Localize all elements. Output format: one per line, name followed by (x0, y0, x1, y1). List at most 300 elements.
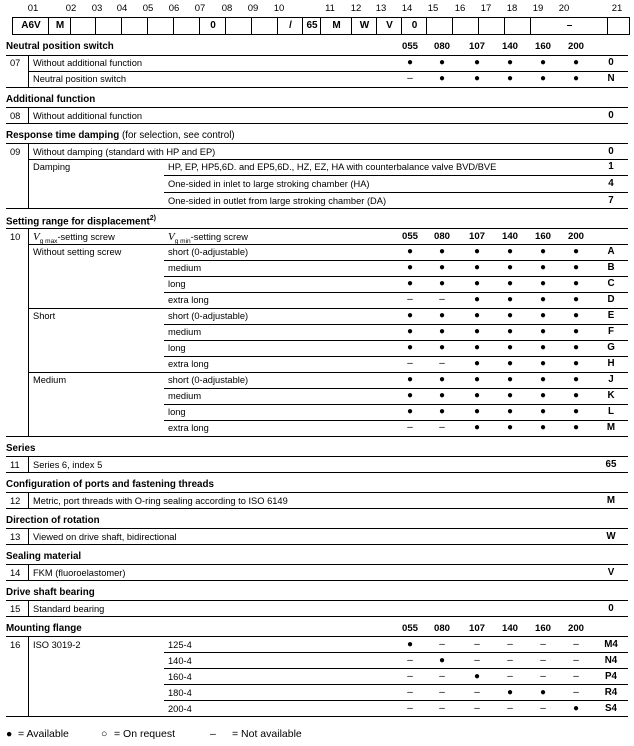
position-label: 10 (10, 232, 21, 242)
column-divider (28, 636, 29, 716)
position-label: 12 (10, 496, 21, 506)
available-mark: ● (438, 310, 446, 321)
option-label: short (0-adjustable) (168, 247, 249, 257)
code-cell: M (48, 17, 71, 35)
code-cell (251, 17, 278, 35)
available-mark: ● (506, 326, 514, 337)
available-mark: ● (473, 406, 481, 417)
not-available-mark: – (474, 639, 480, 650)
available-mark: ● (473, 57, 481, 68)
position-number: 16 (454, 3, 466, 14)
option-code: 7 (608, 195, 614, 206)
option-label: long (168, 279, 186, 289)
row-divider (6, 55, 628, 56)
option-label: Standard bearing (33, 604, 105, 614)
size-header-055: 055 (401, 231, 418, 242)
available-mark: ● (406, 262, 414, 273)
row-divider (6, 456, 628, 457)
row-divider (164, 292, 628, 293)
option-code: W (606, 531, 616, 542)
row-divider (6, 564, 628, 565)
option-label: medium (168, 391, 202, 401)
available-mark: ● (473, 294, 481, 305)
available-mark: ● (572, 57, 580, 68)
option-code: F (608, 326, 614, 337)
size-header-080: 080 (433, 41, 450, 52)
position-label: 13 (10, 532, 21, 542)
code-cell: 65 (302, 17, 321, 35)
option-code: M (606, 422, 616, 433)
code-cell (478, 17, 505, 35)
group-label: Short (33, 311, 56, 321)
size-header-080: 080 (433, 231, 450, 242)
group-label: Medium (33, 375, 67, 385)
option-label: Neutral position switch (33, 74, 127, 84)
not-available-mark: – (407, 703, 413, 714)
not-available-mark: – (439, 422, 445, 433)
code-cell (504, 17, 531, 35)
not-available-mark: – (573, 671, 579, 682)
flange-size-label: 160-4 (168, 672, 192, 682)
row-divider (164, 324, 628, 325)
row-divider (164, 684, 628, 685)
column-header-col2 (168, 231, 248, 245)
available-mark: ● (506, 310, 514, 321)
group-label: Without setting screw (33, 247, 122, 257)
option-code: J (608, 374, 614, 385)
available-mark: ● (506, 342, 514, 353)
row-divider (6, 716, 628, 717)
available-mark: ● (572, 246, 580, 257)
row-divider (164, 388, 628, 389)
available-mark: ● (506, 278, 514, 289)
available-mark: ● (406, 310, 414, 321)
available-mark: ● (438, 390, 446, 401)
available-mark: ● (406, 406, 414, 417)
legend-request-symbol: ○ (101, 728, 108, 740)
section-title-flange: Mounting flange (6, 623, 82, 634)
damping-option-label: One-sided in outlet from large stroking chamber (DA) (168, 196, 387, 206)
code-cell: / (277, 17, 303, 35)
position-number: 20 (558, 3, 570, 14)
position-number: 06 (168, 3, 180, 14)
not-available-mark: – (540, 655, 546, 666)
not-available-mark: – (439, 703, 445, 714)
available-mark: ● (572, 326, 580, 337)
available-mark: ● (539, 262, 547, 273)
position-number: 13 (375, 3, 387, 14)
available-mark: ● (572, 358, 580, 369)
option-code: K (607, 390, 615, 401)
available-mark: ● (539, 358, 547, 369)
size-header-055: 055 (401, 623, 418, 634)
size-header-140: 140 (501, 231, 518, 242)
available-mark: ● (506, 687, 514, 698)
available-mark: ● (506, 57, 514, 68)
available-mark: ● (506, 406, 514, 417)
row-divider (6, 143, 628, 144)
row-divider (6, 616, 628, 617)
position-number: 15 (427, 3, 439, 14)
not-available-mark: – (407, 671, 413, 682)
available-mark: ● (539, 73, 547, 84)
available-mark: ● (506, 358, 514, 369)
code-cell (173, 17, 200, 35)
row-divider (164, 276, 628, 277)
not-available-mark: – (439, 687, 445, 698)
not-available-mark: – (540, 671, 546, 682)
v-symbol: V (33, 231, 40, 243)
available-mark: ● (438, 57, 446, 68)
not-available-mark: – (407, 687, 413, 698)
not-available-mark: – (439, 639, 445, 650)
option-label: Series 6, index 5 (33, 460, 103, 470)
available-mark: ● (438, 278, 446, 289)
row-divider (164, 652, 628, 653)
option-label: short (0-adjustable) (168, 375, 249, 385)
not-available-mark: – (507, 639, 513, 650)
section-title-series: Series (6, 443, 36, 454)
code-cell: V (376, 17, 402, 35)
available-mark: ● (572, 374, 580, 385)
available-mark: ● (539, 310, 547, 321)
row-divider (6, 636, 628, 637)
not-available-mark: – (474, 703, 480, 714)
available-mark: ● (572, 310, 580, 321)
position-label: 09 (10, 147, 21, 157)
v-subscript: g max (39, 237, 58, 245)
row-divider (28, 71, 628, 72)
legend-na-text: = Not available (232, 728, 302, 740)
row-divider (28, 159, 628, 160)
position-number: 10 (273, 3, 285, 14)
available-mark: ● (539, 342, 547, 353)
available-mark: ● (572, 278, 580, 289)
row-divider (164, 420, 628, 421)
available-mark: ● (473, 326, 481, 337)
option-code: B (607, 262, 615, 273)
v-rest: -setting screw (57, 232, 115, 242)
available-mark: ● (438, 73, 446, 84)
size-header-140: 140 (501, 623, 518, 634)
column-divider (28, 143, 29, 208)
row-divider (164, 175, 628, 176)
option-label: medium (168, 327, 202, 337)
column-divider (28, 600, 29, 616)
row-divider (6, 528, 628, 529)
legend-available-text: = Available (18, 728, 69, 740)
option-code: 0 (608, 603, 614, 614)
v-symbol: V (168, 231, 175, 243)
section-title-ports: Configuration of ports and fastening threads (6, 479, 214, 490)
available-mark: ● (572, 342, 580, 353)
column-divider (28, 564, 29, 580)
available-mark: ● (473, 310, 481, 321)
row-divider (6, 228, 628, 229)
not-available-mark: – (407, 655, 413, 666)
position-number: 21 (611, 3, 623, 14)
position-label: 14 (10, 568, 21, 578)
option-label: short (0-adjustable) (168, 311, 249, 321)
column-divider (28, 492, 29, 508)
available-mark: ● (473, 358, 481, 369)
position-number: 09 (247, 3, 259, 14)
option-code: R4 (604, 687, 618, 698)
available-mark: ● (438, 246, 446, 257)
position-label: 08 (10, 111, 21, 121)
available-mark: ● (572, 390, 580, 401)
available-mark: ● (473, 671, 481, 682)
available-mark: ● (473, 246, 481, 257)
position-number: 08 (221, 3, 233, 14)
available-mark: ● (539, 374, 547, 385)
available-mark: ● (438, 374, 446, 385)
available-mark: ● (539, 687, 547, 698)
row-divider (6, 87, 628, 88)
column-divider (28, 107, 29, 123)
available-mark: ● (539, 246, 547, 257)
available-mark: ● (539, 294, 547, 305)
code-cell: M (320, 17, 352, 35)
option-code: 0 (608, 57, 614, 68)
damping-option-label: HP, EP, HP5,6D. and EP5,6D., HZ, EZ, HA with counterbalance valve BVD/BVE (168, 162, 497, 172)
row-divider (6, 600, 628, 601)
option-code: G (607, 342, 615, 353)
code-cell (225, 17, 252, 35)
not-available-mark: – (573, 639, 579, 650)
available-mark: ● (539, 278, 547, 289)
option-label: Without additional function (33, 111, 143, 121)
row-divider (28, 372, 628, 373)
position-number: 05 (142, 3, 154, 14)
size-header-200: 200 (567, 231, 584, 242)
column-divider (28, 528, 29, 544)
flange-size-label: 180-4 (168, 688, 192, 698)
option-code: L (608, 406, 614, 417)
option-code: P4 (605, 671, 617, 682)
available-mark: ● (473, 278, 481, 289)
not-available-mark: – (439, 671, 445, 682)
flange-size-label: 200-4 (168, 704, 192, 714)
option-code: N4 (604, 655, 618, 666)
size-header-080: 080 (433, 623, 450, 634)
v-rest: -setting screw (190, 232, 248, 242)
available-mark: ● (506, 390, 514, 401)
option-code: 65 (605, 459, 617, 470)
option-label: FKM (fluoroelastomer) (33, 568, 126, 578)
available-mark: ● (438, 262, 446, 273)
available-mark: ● (438, 406, 446, 417)
option-code: S4 (605, 703, 617, 714)
available-mark: ● (572, 73, 580, 84)
code-cell (95, 17, 122, 35)
section-title-additional: Additional function (6, 94, 96, 105)
option-code: D (607, 294, 615, 305)
option-label: long (168, 407, 186, 417)
not-available-mark: – (573, 655, 579, 666)
available-mark: ● (406, 246, 414, 257)
row-divider (6, 436, 628, 437)
available-mark: ● (473, 390, 481, 401)
row-divider (6, 580, 628, 581)
row-divider (164, 700, 628, 701)
size-header-160: 160 (534, 623, 551, 634)
not-available-mark: – (507, 671, 513, 682)
option-code: 1 (608, 161, 614, 172)
code-cell: 0 (401, 17, 427, 35)
position-number: 12 (350, 3, 362, 14)
available-mark: ● (539, 406, 547, 417)
size-header-200: 200 (567, 41, 584, 52)
flange-size-label: 125-4 (168, 640, 192, 650)
not-available-mark: – (407, 422, 413, 433)
position-number: 02 (65, 3, 77, 14)
not-available-mark: – (474, 687, 480, 698)
available-mark: ● (473, 73, 481, 84)
not-available-mark: – (439, 294, 445, 305)
available-mark: ● (572, 262, 580, 273)
code-cell (607, 17, 630, 35)
position-number: 18 (506, 3, 518, 14)
size-header-160: 160 (534, 231, 551, 242)
available-mark: ● (406, 639, 414, 650)
column-header-col1 (33, 231, 115, 245)
section-title-bearing: Drive shaft bearing (6, 587, 95, 598)
not-available-mark: – (407, 358, 413, 369)
option-code: M4 (604, 639, 618, 650)
code-cell (426, 17, 453, 35)
available-mark: ● (473, 374, 481, 385)
position-label: 11 (10, 460, 20, 470)
option-label: ISO 3019-2 (33, 640, 81, 650)
available-mark: ● (438, 655, 446, 666)
option-label: extra long (168, 295, 209, 305)
option-code: C (607, 278, 615, 289)
position-number: 04 (116, 3, 128, 14)
row-divider (164, 668, 628, 669)
row-divider (28, 244, 628, 245)
setting-title: Setting range for displacement (6, 216, 150, 228)
not-available-mark: – (507, 655, 513, 666)
row-divider (164, 356, 628, 357)
size-header-140: 140 (501, 41, 518, 52)
available-mark: ● (572, 406, 580, 417)
position-label: 15 (10, 604, 21, 614)
option-code: H (607, 358, 615, 369)
position-number: 01 (27, 3, 39, 14)
code-cell: 0 (199, 17, 226, 35)
code-cell: A6V (12, 17, 49, 35)
available-mark: ● (539, 390, 547, 401)
available-mark: ● (473, 342, 481, 353)
not-available-mark: – (507, 703, 513, 714)
code-cell (147, 17, 174, 35)
available-mark: ● (572, 294, 580, 305)
option-code: M (606, 495, 616, 506)
row-divider (164, 192, 628, 193)
not-available-mark: – (540, 703, 546, 714)
not-available-mark: – (407, 294, 413, 305)
available-mark: ● (506, 422, 514, 433)
option-label: long (168, 343, 186, 353)
not-available-mark: – (540, 639, 546, 650)
damping-title-note: (for selection, see control) (121, 130, 235, 141)
section-title-rotation: Direction of rotation (6, 515, 100, 526)
option-label: Metric, port threads with O-ring sealing according to ISO 6149 (33, 496, 288, 506)
column-divider (28, 228, 29, 436)
not-available-mark: – (439, 358, 445, 369)
section-title-neutral: Neutral position switch (6, 41, 114, 52)
row-divider (164, 404, 628, 405)
available-mark: ● (406, 57, 414, 68)
section-title-sealing: Sealing material (6, 551, 82, 562)
section-title-damping (6, 130, 235, 141)
row-divider (6, 472, 628, 473)
available-mark: ● (539, 57, 547, 68)
setting-footnote: 2) (149, 215, 156, 222)
available-mark: ● (506, 294, 514, 305)
flange-size-label: 140-4 (168, 656, 192, 666)
size-header-055: 055 (401, 41, 418, 52)
legend-request-text: = On request (114, 728, 175, 740)
available-mark: ● (506, 73, 514, 84)
position-label: 16 (10, 640, 21, 650)
v-subscript: g min (174, 237, 191, 245)
legend-available-symbol: ● (6, 728, 13, 740)
option-code: 0 (608, 146, 614, 157)
position-number: 19 (532, 3, 544, 14)
legend-na-symbol: – (210, 728, 216, 740)
option-code: N (607, 73, 615, 84)
position-label: 07 (10, 58, 21, 68)
column-divider (28, 55, 29, 87)
size-header-160: 160 (534, 41, 551, 52)
available-mark: ● (406, 326, 414, 337)
position-number: 14 (401, 3, 413, 14)
section-title-setting (6, 215, 156, 227)
available-mark: ● (406, 342, 414, 353)
available-mark: ● (506, 374, 514, 385)
code-cell: – (530, 17, 608, 35)
available-mark: ● (438, 342, 446, 353)
available-mark: ● (406, 278, 414, 289)
option-label: medium (168, 263, 202, 273)
option-label: extra long (168, 423, 209, 433)
row-divider (6, 508, 628, 509)
row-divider (6, 492, 628, 493)
option-label: Viewed on drive shaft, bidirectional (33, 532, 177, 542)
available-mark: ● (539, 422, 547, 433)
size-header-107: 107 (468, 623, 485, 634)
row-divider (164, 260, 628, 261)
row-divider (6, 208, 628, 209)
option-label: extra long (168, 359, 209, 369)
option-code: A (607, 246, 615, 257)
available-mark: ● (572, 422, 580, 433)
available-mark: ● (473, 422, 481, 433)
available-mark: ● (438, 326, 446, 337)
not-available-mark: – (407, 73, 413, 84)
size-header-107: 107 (468, 41, 485, 52)
position-number: 11 (325, 3, 335, 14)
not-available-mark: – (474, 655, 480, 666)
option-code: 0 (608, 110, 614, 121)
row-divider (6, 123, 628, 124)
row-divider (6, 107, 628, 108)
option-code: E (607, 310, 615, 321)
option-code: 4 (608, 178, 614, 189)
row-divider (164, 340, 628, 341)
